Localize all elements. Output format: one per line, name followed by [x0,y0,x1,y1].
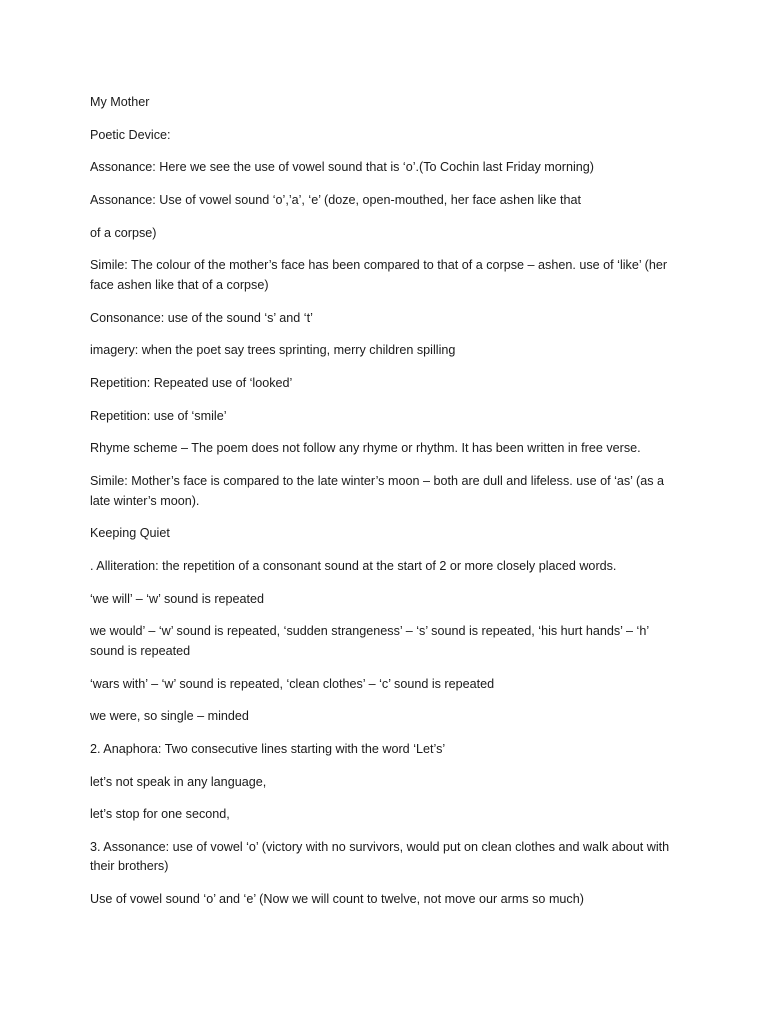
paragraph-assonance-1: Assonance: Here we see the use of vowel sound that is ‘o’.(To Cochin last Friday morning) [90,160,594,175]
paragraph-consonance: Consonance: use of the sound ‘s’ and ‘t’ [90,310,313,325]
paragraph-wars-with: ‘wars with’ – ‘w’ sound is repeated, ‘clean clothes’ – ‘c’ sound is repeated [90,676,495,691]
paragraph-simile-2: Simile: Mother’s face is compared to the late winter’s moon – both are dull and lifeless. use of ‘as’ (as a late winter’s moon). [90,474,665,508]
paragraph-lets-stop: let’s stop for one second, [90,807,230,822]
paragraph-alliteration: . Alliteration: the repetition of a consonant sound at the start of 2 or more closely placed words. [90,558,617,573]
paragraph-vowel-sound: Use of vowel sound ‘o’ and ‘e’ (Now we will count to twelve, not move our arms so much) [90,892,584,907]
document-body [90,93,680,923]
paragraph-we-will: ‘we will’ – ‘w’ sound is repeated [90,591,265,606]
paragraph-anaphora: 2. Anaphora: Two consecutive lines starting with the word ‘Let’s’ [90,741,446,756]
paragraph-assonance-2: Assonance: Use of vowel sound ‘o’,’a’, ‘e’ (doze, open-mouthed, her face ashen like that [90,193,581,208]
paragraph-we-were: we were, so single – minded [90,709,249,724]
paragraph-we-would: we would’ – ‘w’ sound is repeated, ‘sudden strangeness’ – ‘s’ sound is repeated, ‘his hurt hands’ – ‘h’ sound is repeated [90,624,649,658]
paragraph-rhyme-scheme: Rhyme scheme – The poem does not follow any rhyme or rhythm. It has been written in free verse. [90,441,641,456]
paragraph-assonance-2-continued: of a corpse) [90,225,157,240]
paragraph-imagery: imagery: when the poet say trees sprinting, merry children spilling [90,343,456,358]
paragraph-repetition-1: Repetition: Repeated use of ‘looked’ [90,376,293,390]
paragraph-assonance-3: 3. Assonance: use of vowel ‘o’ (victory with no survivors, would put on clean clothes and walk about with their brothers) [90,839,670,874]
paragraph-lets-not-speak: let’s not speak in any language, [90,774,267,789]
section-title-my-mother: My Mother [90,95,150,109]
heading-poetic-device: Poetic Device: [90,127,171,142]
paragraph-simile-1: Simile: The colour of the mother’s face has been compared to that of a corpse – ashen. use of ‘like’ (her face ashen like that of a corpse) [90,258,668,292]
paragraph-repetition-2: Repetition: use of ‘smile’ [90,408,227,423]
section-title-keeping-quiet: Keeping Quiet [90,526,170,541]
